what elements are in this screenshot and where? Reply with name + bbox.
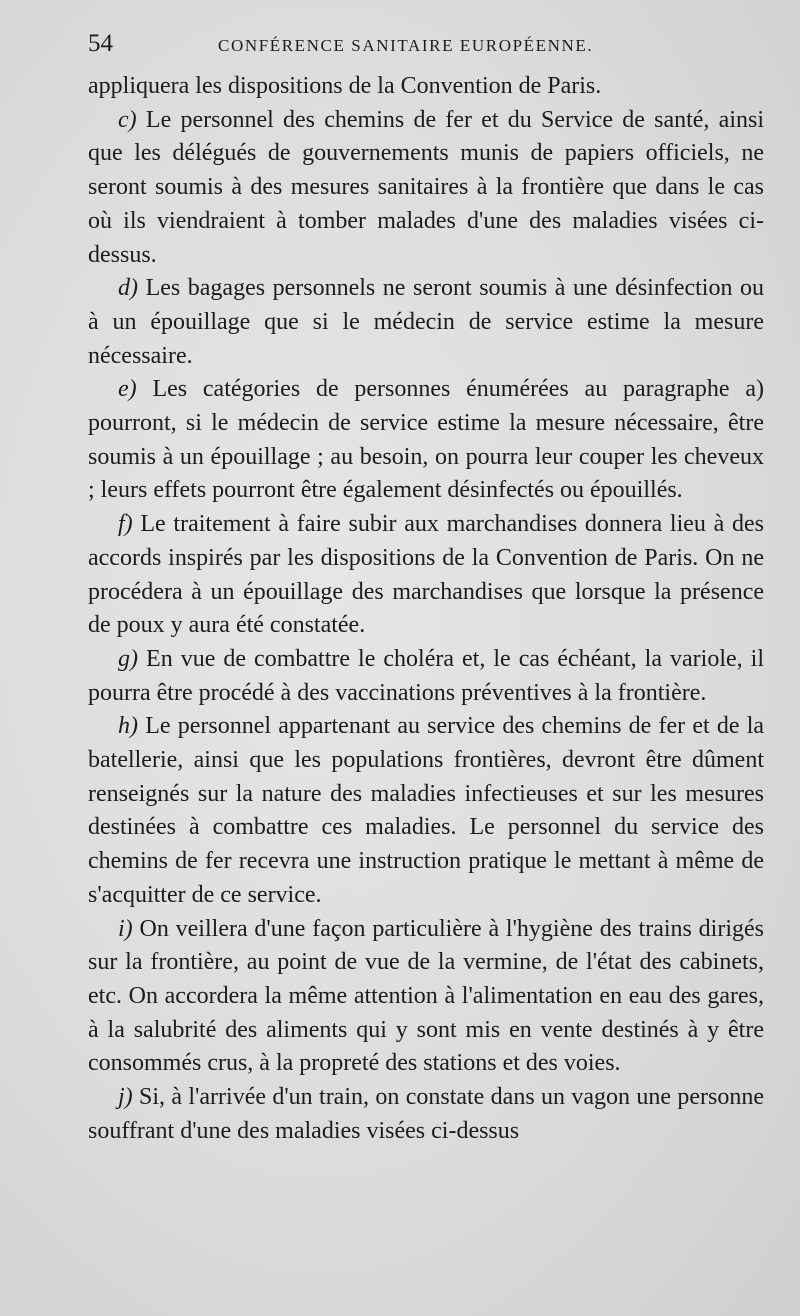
paragraph-marker: g) bbox=[118, 645, 138, 672]
paragraph-text: En vue de combattre le choléra et, le cas échéant, la variole, il pourra être procédé à des vaccinations préventives à la frontière. bbox=[88, 645, 764, 706]
paragraph-marker: i) bbox=[118, 915, 133, 942]
paragraph-c bbox=[88, 104, 764, 273]
paragraph-marker: d) bbox=[118, 275, 138, 302]
paragraph-text: Les catégories de personnes énumérées au paragraphe a) pourront, si le médecin de service estime la mesure nécessaire, être soumis à un épouillage ; au besoin, on pourra leur couper les cheveux ; leurs effets pourront être également désinfectés ou épouillés. bbox=[88, 376, 765, 504]
paragraph-text: Le personnel appartenant au service des chemins de fer et de la batellerie, ainsi que les populations frontières, devront être dûment renseignés sur la nature des maladies infectieuses et sur les mesures destinées à combattre ces maladies. Le personnel du service des chemins de fer recevra une instruction pratique le mettant à même de s'acquitter de ce service. bbox=[88, 713, 765, 908]
paragraph-h bbox=[88, 710, 764, 912]
paragraph-text: Le traitement à faire subir aux marchandises donnera lieu à des accords inspirés par les dispositions de la Convention de Paris. On ne procédera à un épouillage des marchandises que lorsque la présence de poux y aura été constatée. bbox=[88, 511, 764, 639]
page-header bbox=[88, 30, 766, 70]
paragraph-marker: j) bbox=[118, 1084, 133, 1111]
paragraph-j bbox=[88, 1081, 764, 1148]
continued-paragraph: appliquera les dispositions de la Convention de Paris. bbox=[88, 73, 602, 99]
paragraph-f bbox=[88, 508, 764, 643]
paragraph-marker: e) bbox=[118, 376, 137, 403]
paragraph-marker: c) bbox=[118, 106, 137, 133]
paragraph-d bbox=[88, 272, 764, 373]
paragraph-text: Si, à l'arrivée d'un train, on constate dans un vagon une personne souffrant d'une des maladies visées ci-dessus bbox=[88, 1084, 765, 1144]
paragraph-e bbox=[88, 373, 764, 508]
running-title: CONFÉRENCE SANITAIRE EUROPÉENNE. bbox=[218, 36, 594, 55]
page-number: 54 bbox=[88, 30, 113, 57]
paragraph-marker: h) bbox=[118, 713, 138, 740]
body-text bbox=[88, 70, 764, 1149]
paragraph-g bbox=[88, 643, 764, 710]
paragraph-text: On veillera d'une façon particulière à l'hygiène des trains dirigés sur la frontière, au point de vue de la vermine, de l'état des cabinets, etc. On accordera la même attention à l'alimentation en eau des gares, à la salubrité des aliments qui y sont mis en vente destinés à y être consommés crus, à la propreté des stations et des voies. bbox=[88, 915, 764, 1077]
paragraph-text: Les bagages personnels ne seront soumis à une désinfection ou à un épouillage que si le médecin de service estime la mesure nécessaire. bbox=[88, 275, 765, 369]
paragraph-i bbox=[88, 913, 764, 1082]
paragraph-text: Le personnel des chemins de fer et du Service de santé, ainsi que les délégués de gouvernements munis de papiers officiels, ne seront soumis à des mesures sanitaires à la frontière que dans le cas où ils viendraient à tomber malades d'une des maladies visées ci-dessus. bbox=[88, 106, 764, 268]
paragraph-marker: f) bbox=[118, 511, 133, 538]
